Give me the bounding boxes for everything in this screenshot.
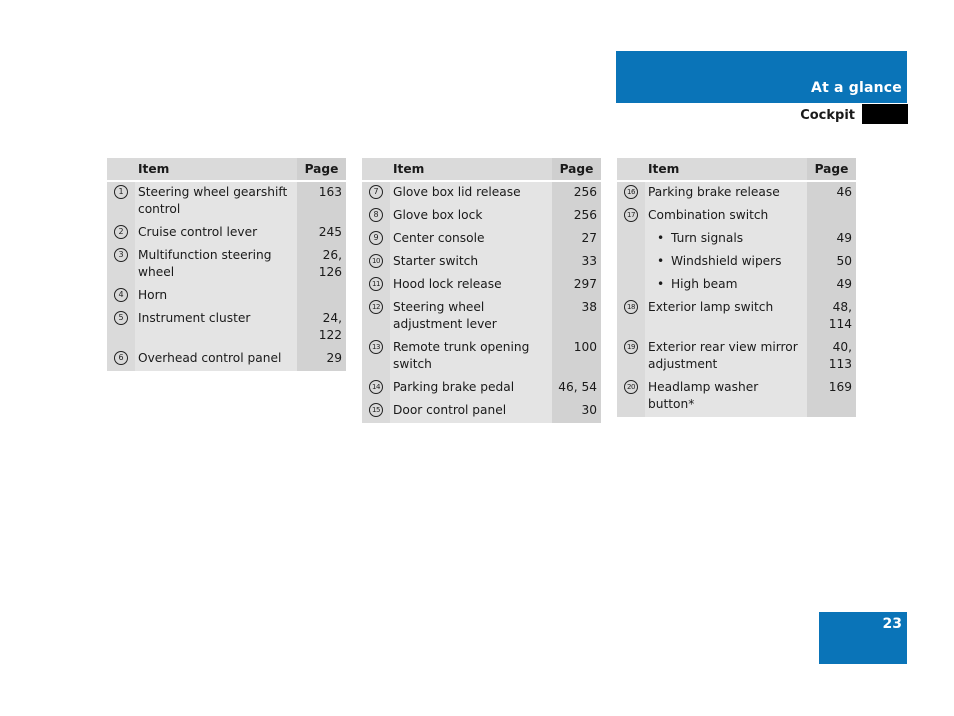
circled-number: 2 xyxy=(114,225,128,239)
item-label: Headlamp washer button* xyxy=(648,380,759,411)
page-ref-cell: 256 xyxy=(552,181,601,205)
circled-number: 3 xyxy=(114,248,128,262)
item-number-cell xyxy=(362,400,390,423)
page-ref-cell: 33 xyxy=(552,251,601,274)
item-label: Remote trunk opening switch xyxy=(393,340,530,371)
item-cell xyxy=(390,228,552,251)
table-row xyxy=(362,337,601,377)
page-ref-cell: 297 xyxy=(552,274,601,297)
table-row xyxy=(107,285,346,308)
circled-number: 12 xyxy=(369,300,383,314)
item-number-cell xyxy=(617,297,645,337)
table-row xyxy=(107,308,346,348)
column-header-page: Page xyxy=(807,158,856,181)
item-label: Cruise control lever xyxy=(138,225,258,239)
circled-number: 16 xyxy=(624,185,638,199)
item-number-cell xyxy=(617,181,645,205)
page-ref-cell: 50 xyxy=(807,251,856,274)
page-ref-cell xyxy=(807,205,856,228)
page-ref-cell: 26, 126 xyxy=(297,245,346,285)
page-ref-cell: 29 xyxy=(297,348,346,371)
table-row xyxy=(107,348,346,371)
page-ref-cell: 48, 114 xyxy=(807,297,856,337)
item-cell xyxy=(390,181,552,205)
item-number-cell xyxy=(617,205,645,228)
item-cell xyxy=(135,181,297,222)
table-row xyxy=(362,228,601,251)
item-label: Instrument cluster xyxy=(138,311,251,325)
circled-number: 10 xyxy=(369,254,383,268)
item-number-cell xyxy=(107,245,135,285)
circled-number: 15 xyxy=(369,403,383,417)
item-number-cell xyxy=(107,285,135,308)
item-number-cell xyxy=(107,181,135,222)
table-body xyxy=(107,181,346,371)
circled-number: 20 xyxy=(624,380,638,394)
page-ref-cell: 245 xyxy=(297,222,346,245)
item-label: Windshield wipers xyxy=(671,254,782,268)
table-row xyxy=(617,274,856,297)
circled-number: 7 xyxy=(369,185,383,199)
table-body xyxy=(362,181,601,423)
item-number-cell xyxy=(362,181,390,205)
bullet-marker: • xyxy=(657,254,665,268)
section-subtitle: Cockpit xyxy=(800,108,855,123)
page-ref-cell: 46 xyxy=(807,181,856,205)
header-num-cell xyxy=(362,158,390,181)
item-cell xyxy=(390,274,552,297)
item-cell xyxy=(135,285,297,308)
table-row xyxy=(107,222,346,245)
item-label: Overhead control panel xyxy=(138,351,282,365)
item-number-cell xyxy=(107,222,135,245)
table-row xyxy=(362,377,601,400)
item-label: Hood lock release xyxy=(393,277,502,291)
item-number-cell xyxy=(362,377,390,400)
item-label: Parking brake release xyxy=(648,185,780,199)
item-label: Starter switch xyxy=(393,254,479,268)
item-label: Turn signals xyxy=(671,231,744,245)
item-cell xyxy=(390,205,552,228)
item-number-cell xyxy=(107,348,135,371)
item-label: Center console xyxy=(393,231,485,245)
circled-number: 5 xyxy=(114,311,128,325)
reference-table-3 xyxy=(617,158,856,417)
section-title: At a glance xyxy=(811,80,902,96)
table-row xyxy=(362,274,601,297)
page-ref-cell: 40, 113 xyxy=(807,337,856,377)
item-cell xyxy=(645,205,807,228)
table-row xyxy=(362,400,601,423)
circled-number: 1 xyxy=(114,185,128,199)
circled-number: 8 xyxy=(369,208,383,222)
item-number-cell xyxy=(362,274,390,297)
reference-table-2 xyxy=(362,158,601,423)
page-number: 23 xyxy=(882,616,902,632)
item-cell xyxy=(135,308,297,348)
item-number-cell xyxy=(362,337,390,377)
section-marker xyxy=(862,104,908,124)
column-header-item: Item xyxy=(390,158,552,181)
table-body xyxy=(617,181,856,417)
item-cell xyxy=(135,348,297,371)
page-ref-cell: 100 xyxy=(552,337,601,377)
item-number-cell xyxy=(362,228,390,251)
item-number-cell xyxy=(617,274,645,297)
page-ref-cell: 24, 122 xyxy=(297,308,346,348)
table-header-row xyxy=(107,158,346,181)
item-number-cell xyxy=(617,377,645,417)
item-number-cell xyxy=(362,297,390,337)
item-cell xyxy=(390,400,552,423)
circled-number: 17 xyxy=(624,208,638,222)
table-row xyxy=(362,251,601,274)
column-header-page: Page xyxy=(552,158,601,181)
circled-number: 4 xyxy=(114,288,128,302)
table-row xyxy=(362,297,601,337)
table-header-row xyxy=(362,158,601,181)
circled-number: 9 xyxy=(369,231,383,245)
page-ref-cell: 49 xyxy=(807,274,856,297)
page-ref-cell: 27 xyxy=(552,228,601,251)
circled-number: 11 xyxy=(369,277,383,291)
item-cell xyxy=(645,251,807,274)
header-num-cell xyxy=(107,158,135,181)
item-cell xyxy=(645,228,807,251)
item-number-cell xyxy=(617,337,645,377)
table-row xyxy=(617,228,856,251)
column-header-item: Item xyxy=(135,158,297,181)
item-cell xyxy=(390,297,552,337)
item-label: Glove box lid release xyxy=(393,185,521,199)
table-header-row xyxy=(617,158,856,181)
item-label: Parking brake pedal xyxy=(393,380,515,394)
page-ref-cell: 49 xyxy=(807,228,856,251)
item-cell xyxy=(390,251,552,274)
item-label: Glove box lock xyxy=(393,208,483,222)
table-row xyxy=(362,205,601,228)
item-cell xyxy=(645,377,807,417)
page-ref-cell: 46, 54 xyxy=(552,377,601,400)
item-label: Horn xyxy=(138,288,168,302)
item-label: Multifunction steering wheel xyxy=(138,248,272,279)
item-cell xyxy=(645,337,807,377)
item-label: Combination switch xyxy=(648,208,769,222)
page-ref-cell: 38 xyxy=(552,297,601,337)
table-row xyxy=(617,205,856,228)
table-row xyxy=(617,181,856,205)
page-ref-cell: 30 xyxy=(552,400,601,423)
item-cell xyxy=(135,222,297,245)
page-ref-cell: 256 xyxy=(552,205,601,228)
circled-number: 19 xyxy=(624,340,638,354)
table-row xyxy=(617,377,856,417)
table-row xyxy=(617,297,856,337)
item-number-cell xyxy=(107,308,135,348)
item-label: High beam xyxy=(671,277,738,291)
item-number-cell xyxy=(362,251,390,274)
reference-table-1 xyxy=(107,158,346,371)
item-number-cell xyxy=(362,205,390,228)
page-ref-cell xyxy=(297,285,346,308)
circled-number: 18 xyxy=(624,300,638,314)
item-label: Exterior lamp switch xyxy=(648,300,774,314)
item-cell xyxy=(390,337,552,377)
item-number-cell xyxy=(617,228,645,251)
table-row xyxy=(107,245,346,285)
item-label: Door control panel xyxy=(393,403,507,417)
bullet-marker: • xyxy=(657,277,665,291)
circled-number: 14 xyxy=(369,380,383,394)
circled-number: 6 xyxy=(114,351,128,365)
page-ref-cell: 163 xyxy=(297,181,346,222)
item-label: Steering wheel gearshift control xyxy=(138,185,288,216)
item-label: Steering wheel adjustment lever xyxy=(393,300,497,331)
item-cell xyxy=(135,245,297,285)
circled-number: 13 xyxy=(369,340,383,354)
item-number-cell xyxy=(617,251,645,274)
page-ref-cell: 169 xyxy=(807,377,856,417)
table-row xyxy=(107,181,346,222)
header-num-cell xyxy=(617,158,645,181)
column-header-page: Page xyxy=(297,158,346,181)
table-row xyxy=(617,337,856,377)
table-row xyxy=(362,181,601,205)
item-cell xyxy=(645,274,807,297)
item-cell xyxy=(645,181,807,205)
bullet-marker: • xyxy=(657,231,665,245)
table-row xyxy=(617,251,856,274)
column-header-item: Item xyxy=(645,158,807,181)
item-cell xyxy=(390,377,552,400)
item-label: Exterior rear view mirror adjustment xyxy=(648,340,798,371)
item-cell xyxy=(645,297,807,337)
